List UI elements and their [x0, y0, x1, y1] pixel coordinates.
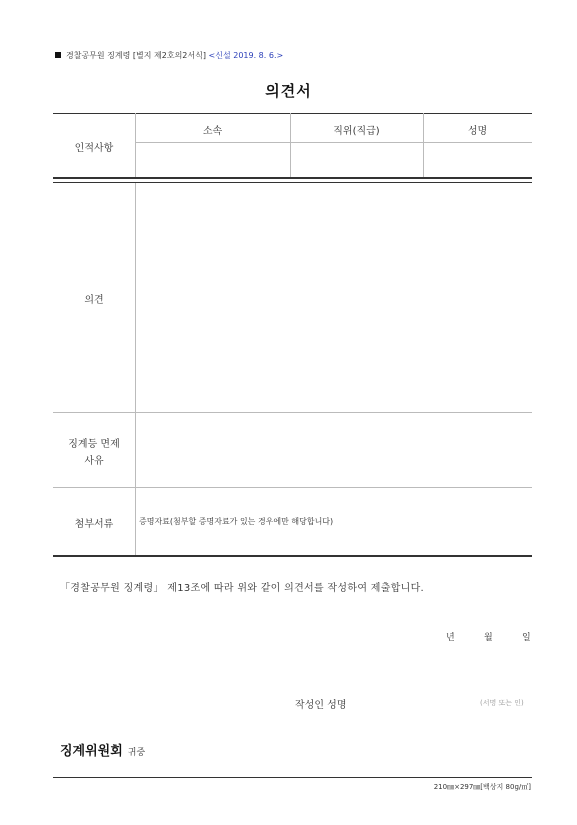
info-header-divider [135, 142, 532, 143]
table-top-border [53, 113, 532, 114]
bullet-square-icon [55, 52, 61, 58]
column-header-name: 성명 [467, 126, 488, 137]
column-header-position: 직위(직급) [333, 126, 380, 137]
attachments-label: 첨부서류 [74, 519, 114, 530]
recipient-addressee: 귀중 [127, 748, 146, 758]
opinion-section-divider [53, 412, 532, 413]
submission-statement: 「경찰공무원 징계령」 제13조에 따라 위와 같이 의견서를 작성하여 제출합니다. [60, 583, 425, 594]
exemption-reason-label-line2: 사유 [84, 456, 104, 467]
date-day-label: 일 [522, 633, 531, 643]
page-title: 의견서 [265, 82, 312, 100]
amendment-note: <신설 2019. 8. 6.> [208, 51, 284, 60]
regulation-reference: 경찰공무원 징계령 [별지 제2호의2서식] [66, 51, 206, 60]
opinion-label: 의견 [84, 295, 104, 306]
attachments-note: 증명자료(첨부할 증명자료가 있는 경우에만 해당합니다) [139, 517, 334, 526]
date-month-label: 월 [484, 633, 493, 643]
info-section-bottom-border [53, 177, 532, 179]
personal-info-label: 인적사항 [74, 143, 114, 154]
signature-hint: (서명 또는 인) [480, 699, 524, 707]
body-label-divider [135, 183, 136, 555]
opinion-section-top-border [53, 182, 532, 183]
regulation-header [55, 50, 283, 61]
recipient-committee: 징계위원회 [60, 744, 123, 759]
date-year-label: 년 [446, 633, 455, 643]
exemption-section-divider [53, 487, 532, 488]
author-name-label: 작성인 성명 [295, 700, 347, 711]
table-bottom-border [53, 555, 532, 557]
paper-spec: 210㎜×297㎜[백상지 80g/㎡] [433, 783, 531, 791]
exemption-reason-label-line1: 징계등 면제 [68, 439, 120, 450]
recipient [60, 740, 145, 759]
exemption-reason-label [53, 435, 135, 467]
footer-divider [53, 777, 532, 778]
column-header-affiliation: 소속 [202, 126, 223, 137]
